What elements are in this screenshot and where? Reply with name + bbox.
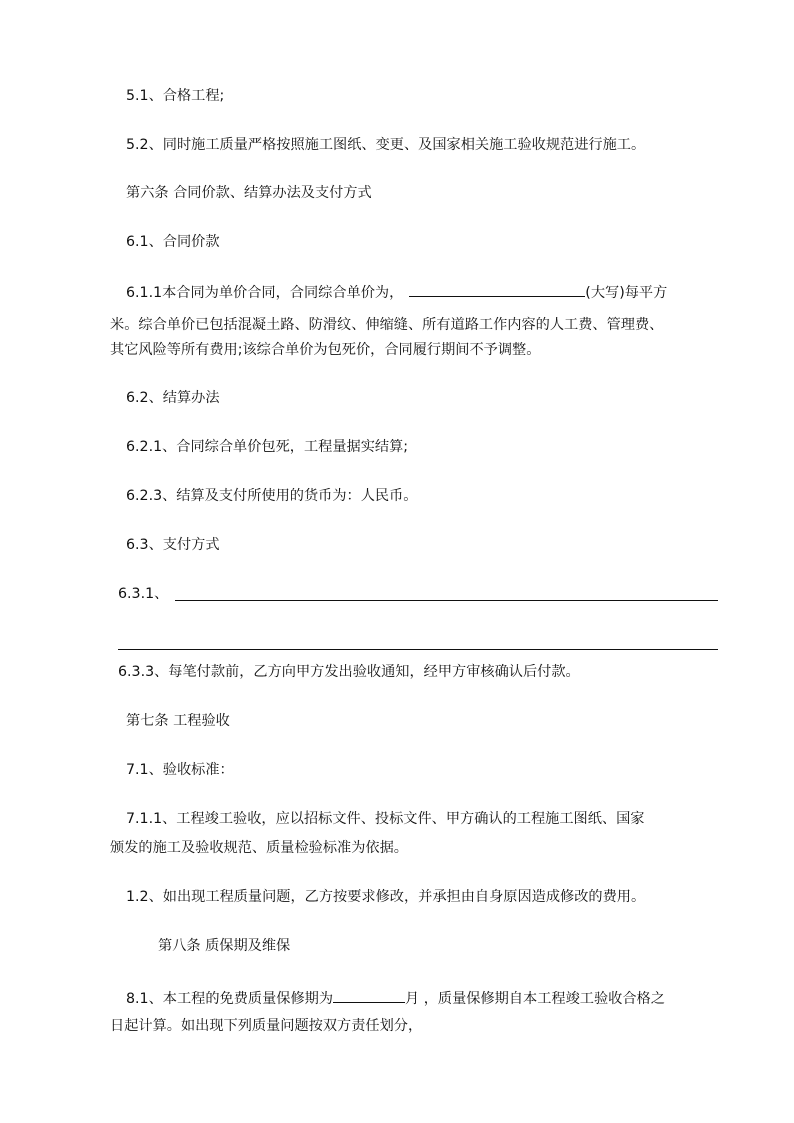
clause-6-3-1-blank[interactable]	[175, 600, 718, 601]
clause-6-3-1-label: 6.3.1、	[118, 586, 169, 602]
clause-8-1-line1	[126, 987, 665, 1009]
clause-6-3-3: 6.3.3、每笔付款前，乙方向甲方发出验收通知，经甲方审核确认后付款。	[118, 664, 580, 680]
clause-7-1-1-line2: 颁发的施工及验收规范、质量检验标准为依据。	[110, 840, 408, 856]
clause-6-1-1-line2: 米。综合单价已包括混凝土路、防滑纹、伸缩缝、所有道路工作内容的人工费、管理费、	[110, 317, 664, 333]
article-8-heading: 第八条 质保期及维保	[158, 938, 291, 954]
clause-6-1-1-text-pre: 6.1.1本合同为单价合同，合同综合单价为，	[126, 285, 404, 301]
clause-8-1-line2: 日起计算。如出现下列质量问题按双方责任划分，	[110, 1018, 423, 1034]
clause-6-2: 6.2、结算办法	[126, 390, 220, 406]
clause-6-1-1-line1	[126, 281, 667, 303]
article-6-heading: 第六条 合同价款、结算办法及支付方式	[126, 185, 372, 201]
clause-5-1: 5.1、合格工程;	[126, 88, 225, 104]
clause-6-1: 6.1、合同价款	[126, 234, 220, 250]
article-7-heading: 第七条 工程验收	[126, 713, 230, 729]
clause-7-1: 7.1、验收标准：	[126, 762, 234, 778]
clause-6-3: 6.3、支付方式	[126, 537, 220, 553]
clause-8-1-text-pre: 8.1、本工程的免费质量保修期为	[126, 991, 334, 1007]
unit-price-blank[interactable]	[409, 281, 585, 297]
clause-1-2: 1.2、如出现工程质量问题，乙方按要求修改，并承担由自身原因造成修改的费用。	[126, 889, 646, 905]
warranty-months-blank[interactable]	[333, 987, 405, 1003]
clause-6-2-1: 6.2.1、合同综合单价包死，工程量据实结算;	[126, 439, 409, 455]
clause-6-1-1-line3: 其它风险等所有费用;该综合单价为包死价，合同履行期间不予调整。	[110, 342, 541, 358]
clause-5-2: 5.2、同时施工质量严格按照施工图纸、变更、及国家相关施工验收规范进行施工。	[126, 137, 646, 153]
clause-6-3-2-blank[interactable]	[118, 649, 718, 650]
clause-6-2-3: 6.2.3、结算及支付所使用的货币为：人民币。	[126, 488, 418, 504]
clause-8-1-text-post: 月 ，质量保修期自本工程竣工验收合格之	[405, 991, 665, 1007]
clause-7-1-1-line1: 7.1.1、工程竣工验收，应以招标文件、投标文件、甲方确认的工程施工图纸、国家	[126, 811, 645, 827]
clause-6-1-1-text-post: (大写)每平方	[585, 285, 668, 301]
